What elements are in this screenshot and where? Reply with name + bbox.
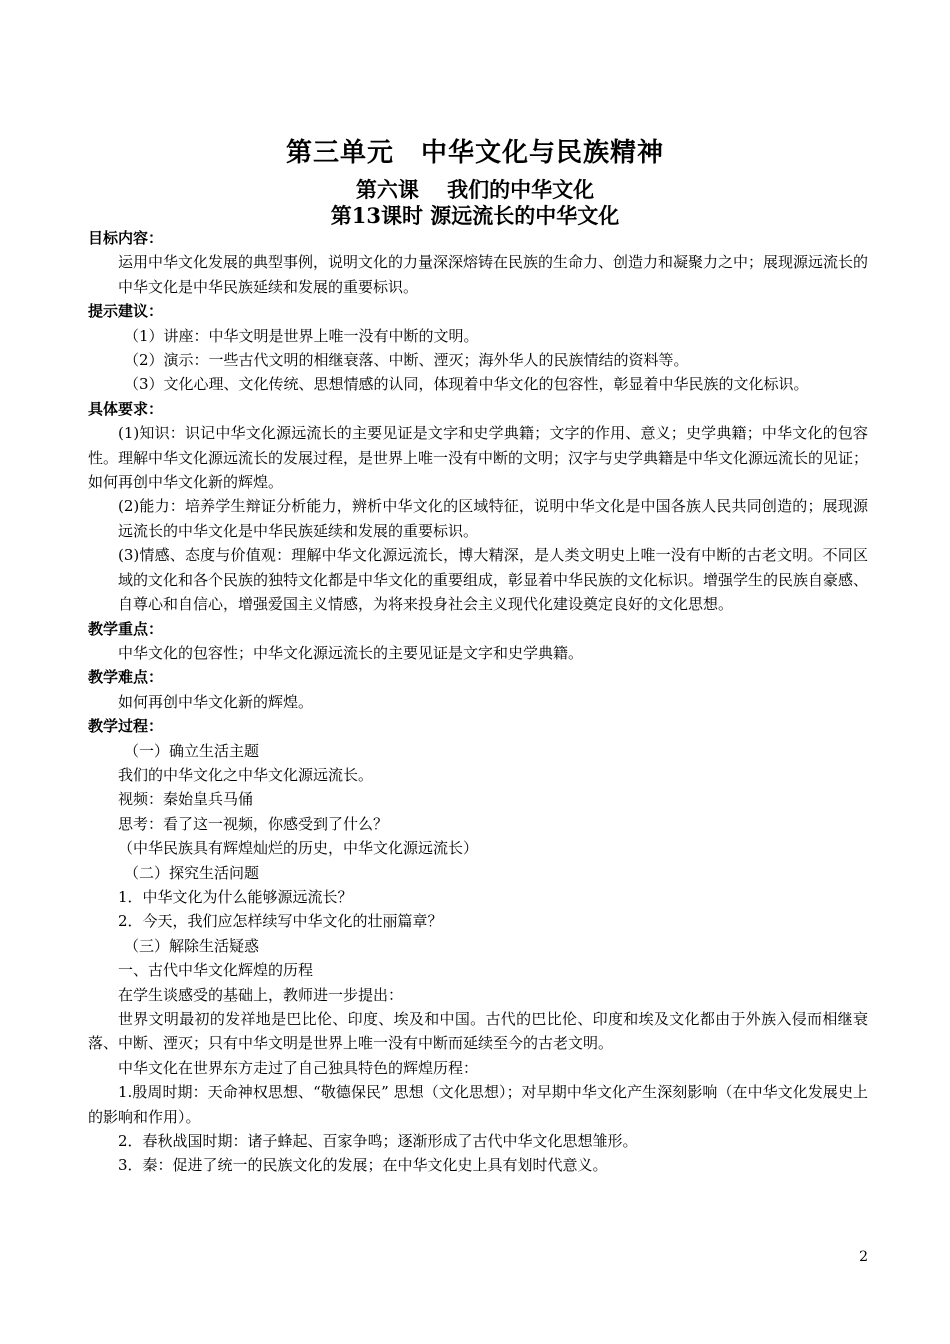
process-line: 1．中华文化为什么能够源远流长？ xyxy=(118,887,353,906)
objectives-heading: 目标内容： xyxy=(88,229,164,247)
process-line: 在学生谈感受的基础上，教师进一步提出： xyxy=(118,985,404,1004)
process-line: （三）解除生活疑惑 xyxy=(124,936,260,955)
objectives-text: 运用中华文化发展的典型事例，说明文化的力量深深熔铸在民族的生命力、创造力和凝聚力之中；展现源远流长的中华文化是中华民族延续和发展的重要标识。 xyxy=(118,253,869,296)
difficulties-heading: 教学难点： xyxy=(88,668,164,687)
requirements-heading: 具体要求： xyxy=(88,399,164,418)
process-line: 一、古代中华文化辉煌的历程 xyxy=(118,961,314,980)
history-item: 1.殷周时期：天命神权思想、“敬德保民” 思想（文化思想）；对早期中华文化产生深刻影响（在中华文化发展史上的影响和作用）。 xyxy=(88,1083,868,1126)
difficulties-text: 如何再创中华文化新的辉煌。 xyxy=(118,692,314,711)
lesson-title: 第六课 我们的中华文化 xyxy=(355,177,595,202)
process-heading: 教学过程： xyxy=(88,717,164,736)
key-points-heading: 教学重点： xyxy=(88,619,164,638)
suggestion-item: （3）文化心理、文化传统、思想情感的认同，体现着中华文化的包容性，彰显着中华民族的文化标识。 xyxy=(124,375,809,394)
process-line: 2．今天，我们应怎样续写中华文化的壮丽篇章？ xyxy=(118,912,443,931)
unit-title: 第三单元 中华文化与民族精神 xyxy=(285,138,664,168)
suggestions-heading: 提示建议： xyxy=(88,302,164,321)
suggestion-item: （1）讲座：中华文明是世界上唯一没有中断的文明。 xyxy=(124,326,479,345)
process-line: （中华民族具有辉煌灿烂的历史，中华文化源远流长） xyxy=(118,839,479,858)
history-item: 2．春秋战国时期：诸子蜂起、百家争鸣；逐渐形成了古代中华文化思想雏形。 xyxy=(118,1132,638,1151)
page-number: 2 xyxy=(859,1249,868,1265)
process-line: 我们的中华文化之中华文化源远流长。 xyxy=(118,765,374,784)
requirement-item: (3)情感、态度与价值观：理解中华文化源远流长，博大精深，是人类文明史上唯一没有中断的古老文明。不同区域的文化和各个民族的独特文化都是中华文化的重要组成，彰显着中华民族的文化标识。增强学生的民族自豪感、自尊心和自信心，增强爱国主义情感，为将来投身社会主义现代化建设奠定良好的文化思想。 xyxy=(118,546,869,614)
period-title: 第13课时 源远流长的中华文化 xyxy=(330,203,620,228)
suggestion-item: （2）演示：一些古代文明的相继衰落、中断、湮灭；海外华人的民族情结的资料等。 xyxy=(124,351,689,370)
requirement-item: (1)知识：识记中华文化源远流长的主要见证是文字和史学典籍；文字的作用、意义；史学典籍；中华文化的包容性。理解中华文化源远流长的发展过程，是世界上唯一没有中断的文明；汉字与史学典籍是中华文化源远流长的见证；如何再创中华文化新的辉煌。 xyxy=(88,424,869,492)
history-intro: 中华文化在世界东方走过了自己独具特色的辉煌历程： xyxy=(118,1058,479,1077)
key-points-text: 中华文化的包容性；中华文化源远流长的主要见证是文字和史学典籍。 xyxy=(118,643,584,662)
history-item: 3．秦：促进了统一的民族文化的发展；在中华文化史上具有划时代意义。 xyxy=(118,1156,608,1175)
process-line: 视频：秦始皇兵马俑 xyxy=(118,790,254,809)
requirement-item: (2)能力：培养学生辩证分析能力，辨析中华文化的区域特征，说明中华文化是中国各族人民共同创造的；展现源远流长的中华文化是中华民族延续和发展的重要标识。 xyxy=(118,497,868,540)
process-line: （一）确立生活主题 xyxy=(124,741,260,760)
process-line: 思考：看了这一视频，你感受到了什么？ xyxy=(118,814,389,833)
document-body xyxy=(88,226,868,1178)
civilizations-paragraph: 世界文明最初的发祥地是巴比伦、印度、埃及和中国。古代的巴比伦、印度和埃及文化都由于外族入侵而相继衰落、中断、湮灭；只有中华文明是世界上唯一没有中断而延续至今的古老文明。 xyxy=(88,1010,868,1053)
process-line: （二）探究生活问题 xyxy=(124,863,260,882)
